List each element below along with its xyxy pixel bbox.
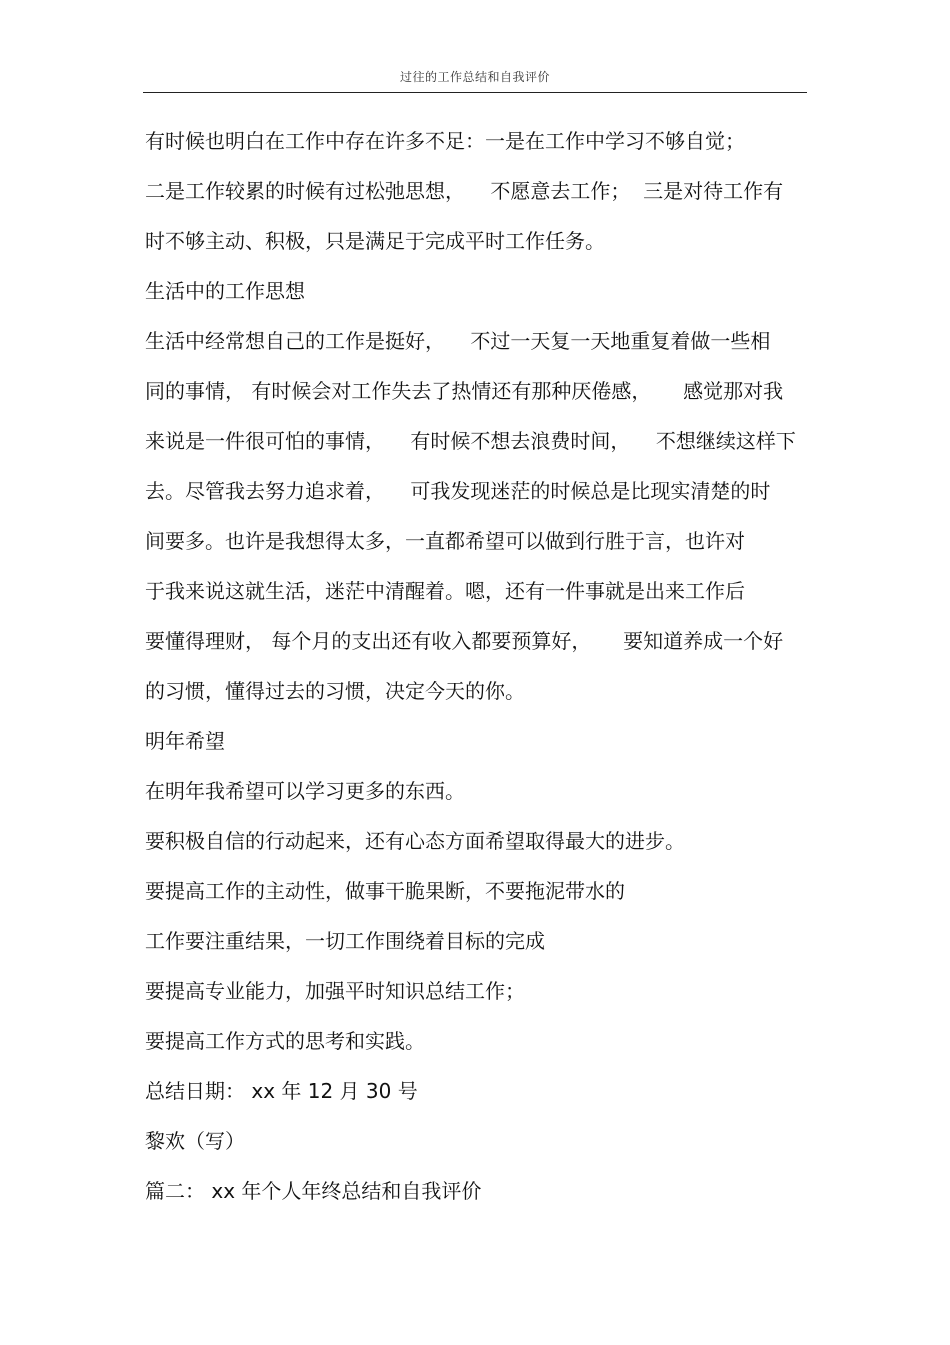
paragraph-line: 工作要注重结果，一切工作围绕着目标的完成 (145, 929, 545, 953)
paragraph-line: 要积极自信的行动起来，还有心态方面希望取得最大的进步。 (145, 829, 685, 853)
paragraph-line: 去。尽管我去努力追求着， 可我发现迷茫的时候总是比现实清楚的时 (145, 479, 771, 503)
paragraph-line: 要懂得理财， 每个月的支出还有收入都要预算好， 要知道养成一个好 (145, 629, 784, 653)
paragraph-line: 的习惯，懂得过去的习惯，决定今天的你。 (145, 679, 525, 703)
paragraph-line: 在明年我希望可以学习更多的东西。 (145, 779, 465, 803)
paragraph-line: 同的事情， 有时候会对工作失去了热情还有那种厌倦感， 感觉那对我 (145, 379, 784, 403)
header-title: 过往的工作总结和自我评价 (399, 70, 550, 84)
paragraph-line: 间要多。也许是我想得太多，一直都希望可以做到行胜于言，也许对 (145, 529, 745, 553)
chapter-title: 篇二： xx 年个人年终总结和自我评价 (145, 1179, 482, 1203)
section-heading: 生活中的工作思想 (145, 279, 305, 303)
page-header (143, 62, 807, 93)
paragraph-line: 生活中经常想自己的工作是挺好， 不过一天复一天地重复着做一些相 (145, 329, 771, 353)
document-body (145, 116, 810, 1216)
summary-date: 总结日期： xx 年 12 月 30 号 (145, 1079, 418, 1103)
paragraph-line: 要提高工作的主动性，做事干脆果断，不要拖泥带水的 (145, 879, 625, 903)
paragraph-line: 要提高专业能力，加强平时知识总结工作； (145, 979, 525, 1003)
paragraph-line: 有时候也明白在工作中存在许多不足：一是在工作中学习不够自觉； (145, 129, 745, 153)
paragraph-line: 于我来说这就生活，迷茫中清醒着。嗯，还有一件事就是出来工作后 (145, 579, 745, 603)
paragraph-line: 要提高工作方式的思考和实践。 (145, 1029, 425, 1053)
paragraph-line: 时不够主动、积极，只是满足于完成平时工作任务。 (145, 229, 605, 253)
section-heading: 明年希望 (145, 729, 225, 753)
paragraph-line: 来说是一件很可怕的事情， 有时候不想去浪费时间， 不想继续这样下 (145, 429, 796, 453)
author-line: 黎欢（写） (145, 1129, 245, 1153)
paragraph-line: 二是工作较累的时候有过松弛思想， 不愿意去工作； 三是对待工作有 (145, 179, 784, 203)
